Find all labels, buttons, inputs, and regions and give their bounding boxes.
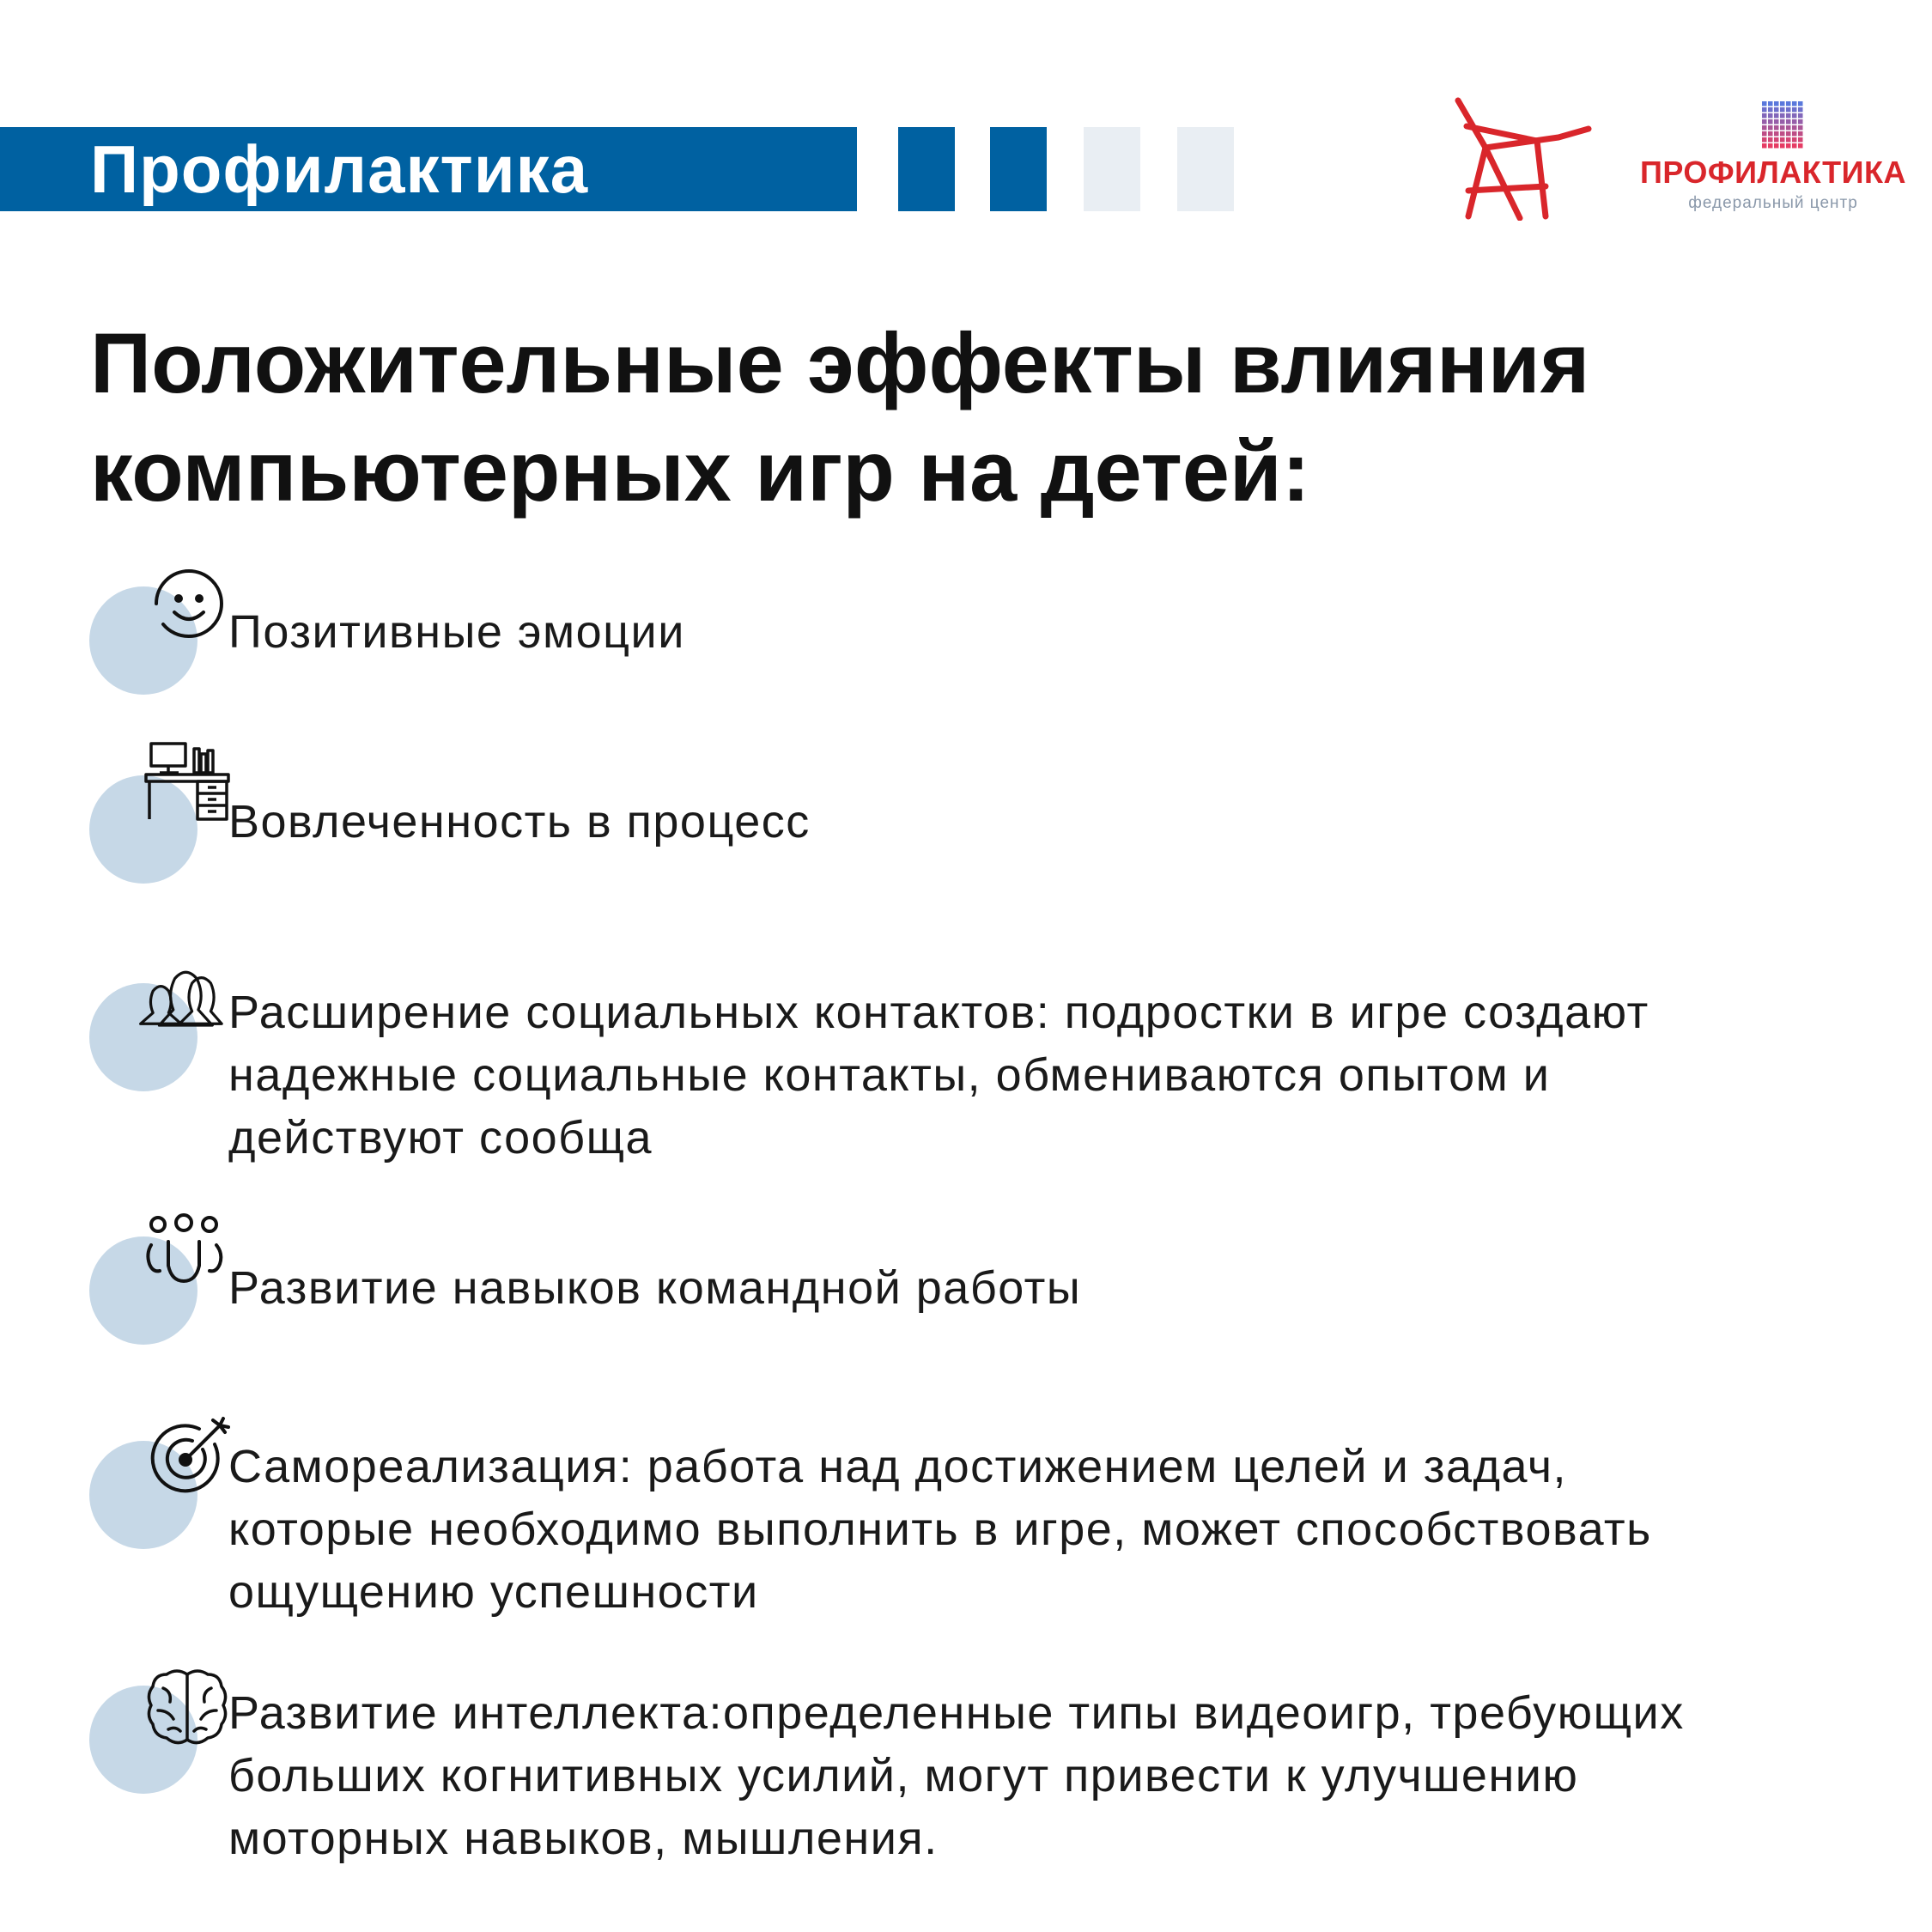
logo-wordmark: ПРОФИЛАКТИКА — [1640, 155, 1906, 190]
page-title-line: компьютерных игр на детей: — [90, 423, 1310, 519]
team-icon — [143, 1212, 228, 1298]
list-item-text: Позитивные эмоции — [228, 606, 685, 658]
decorative-square — [1084, 127, 1140, 211]
list-item-text: Расширение социальных контактов: подростки в игре создают надежные социальные контакты, обмениваются опытом и действуют сообща — [228, 987, 1649, 1163]
smiley-icon — [146, 562, 232, 648]
list-item-text: Развитие навыков командной работы — [228, 1262, 1082, 1314]
logo-subtitle: федеральный центр — [1688, 194, 1858, 212]
decorative-square — [898, 127, 955, 211]
list-item-text: Развитие интеллекта:определенные типы видеоигр, требующих больших когнитивных усилий, могут привести к улучшению моторных навыков, мышления. — [228, 1687, 1685, 1864]
list-item-text: Вовлеченность в процесс — [228, 796, 811, 848]
people-group-icon — [137, 957, 223, 1043]
federal-center-logo-icon — [1762, 101, 1805, 149]
header-title: Профилактика — [90, 131, 589, 207]
brain-icon — [144, 1666, 230, 1752]
decorative-square — [1177, 127, 1234, 211]
page-title-line: Положительные эффекты влияния — [90, 315, 1590, 410]
desk-computer-icon — [144, 740, 230, 826]
list-item-text: Самореализация: работа над достижением целей и задач, которые необходимо выполнить в игре, может способствовать ощущению успешности — [228, 1441, 1652, 1618]
page-title — [90, 309, 1850, 526]
chair-logo-icon — [1451, 96, 1597, 221]
target-icon — [146, 1415, 232, 1501]
decorative-square — [990, 127, 1047, 211]
